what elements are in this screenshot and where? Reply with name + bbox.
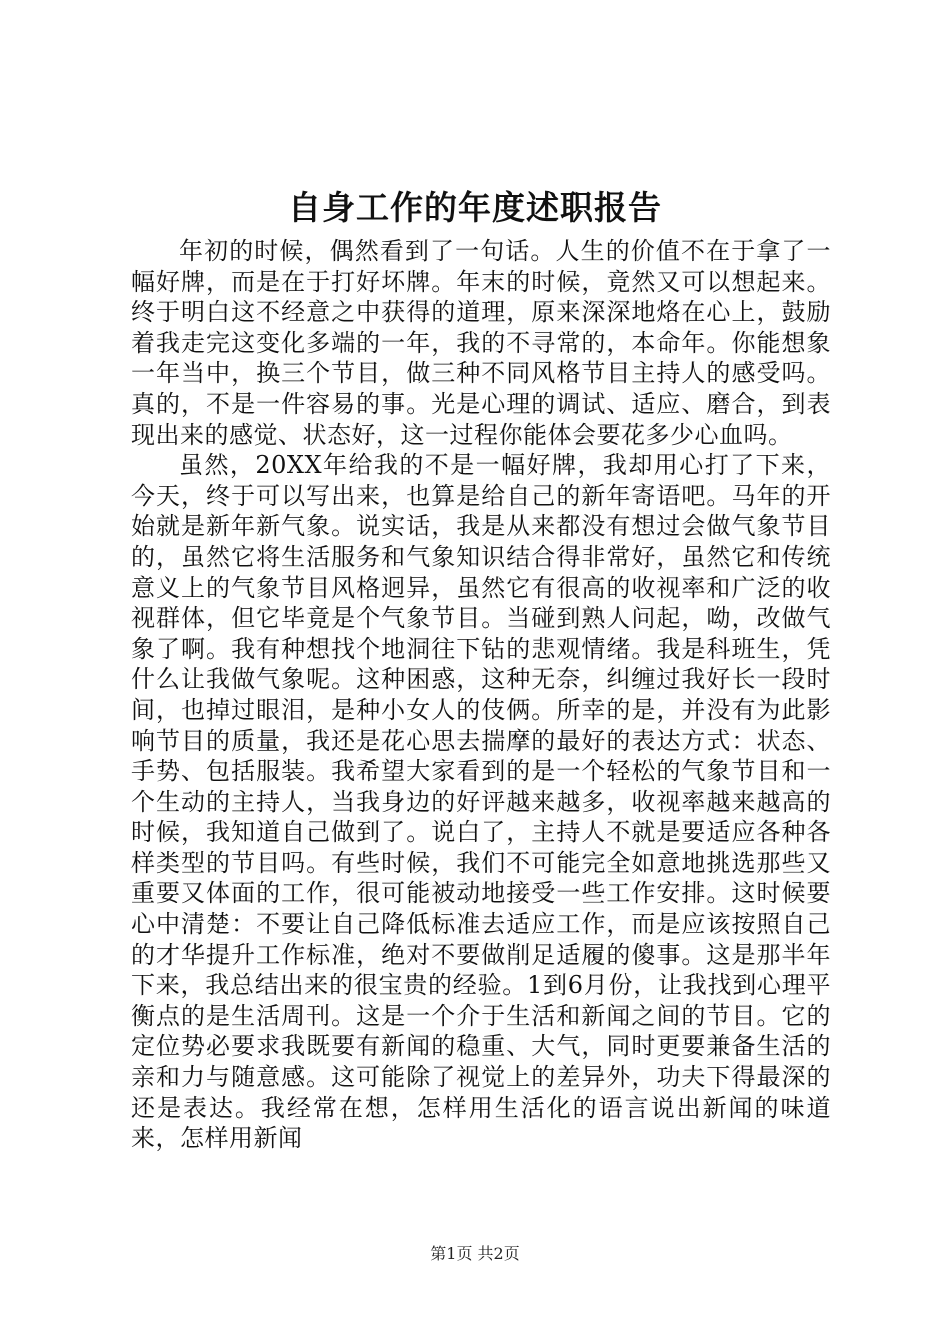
paragraph-1: 年初的时候，偶然看到了一句话。人生的价值不在于拿了一幅好牌，而是在于打好坏牌。年末的时候，竟然又可以想起来。终于明白这不经意之中获得的道理，原来深深地烙在心上，鼓励着我走完这变化多端的一年，我的不寻常的，本命年。你能想象一年当中，换三个节目，做三种不同风格节目主持人的感受吗。真的，不是一件容易的事。光是心理的调试、适应、磨合，到表现出来的感觉、状态好，这一过程你能体会要花多少心血吗。 <box>131 237 831 449</box>
page-footer: 第1页 共2页 <box>430 1244 520 1263</box>
document-title: 自身工作的年度述职报告 <box>288 188 662 227</box>
paragraph-2: 虽然，20XX年给我的不是一幅好牌，我却用心打了下来，今天，终于可以写出来，也算是给自己的新年寄语吧。马年的开始就是新年新气象。说实话，我是从来都没有想过会做气象节目的，虽然它将生活服务和气象知识结合得非常好，虽然它和传统意义上的气象节目风格迥异，虽然它有很高的收视率和广泛的收视群体，但它毕竟是个气象节目。当碰到熟人问起，呦，改做气象了啊。我有种想找个地洞往下钻的悲观情绪。我是科班生，凭什么让我做气象呢。这种困惑，这种无奈，纠缠过我好长一段时间，也掉过眼泪，是种小女人的伎俩。所幸的是，并没有为此影响节目的质量，我还是花心思去揣摩的最好的表达方式：状态、手势、包括服装。我希望大家看到的是一个轻松的气象节目和一个生动的主持人，当我身边的好评越来越多，收视率越来越高的时候，我知道自己做到了。说白了，主持人不就是要适应各种各样类型的节目吗。有些时候，我们不可能完全如意地挑选那些又重要又体面的工作，很可能被动地接受一些工作安排。这时候要心中清楚：不要让自己降低标准去适应工作，而是应该按照自己的才华提升工作标准，绝对不要做削足适履的傻事。这是那半年下来，我总结出来的很宝贵的经验。1到6月份，让我找到心理平衡点的是生活周刊。这是一个介于生活和新闻之间的节目。它的定位势必要求我既要有新闻的稳重、大气，同时更要兼备生活的亲和力与随意感。这可能除了视觉上的差异外，功夫下得最深的还是表达。我经常在想，怎样用生活化的语言说出新闻的味道来，怎样用新闻 <box>131 451 831 1153</box>
document-body <box>131 236 831 1154</box>
